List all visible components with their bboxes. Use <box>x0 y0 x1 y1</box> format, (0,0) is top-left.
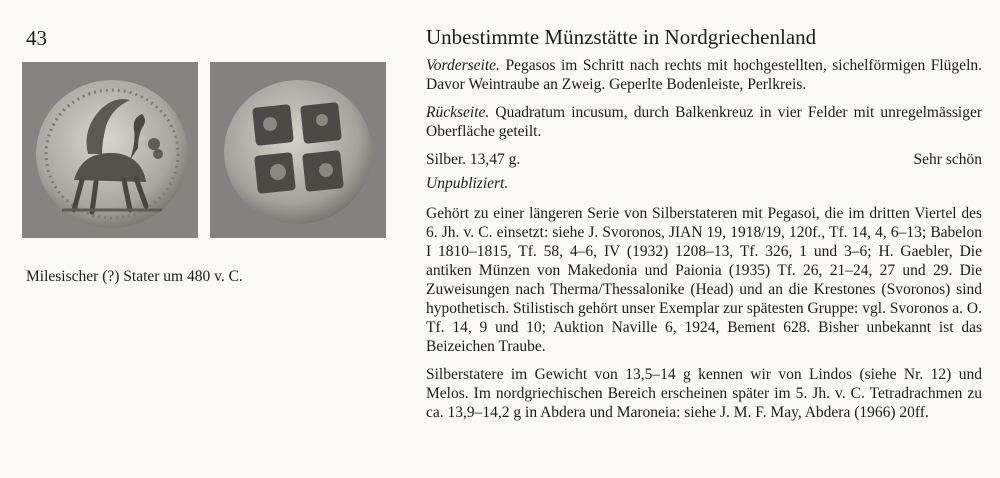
obverse-label: Vorderseite. <box>426 57 500 74</box>
commentary-paragraph-2: Silberstatere im Gewicht von 13,5–14 g kennen wir von Lindos (siehe Nr. 12) und Melos. Im nordgriechischen Bereich erscheinen später im 5. Jh. v. C. Tetradrachmen zu ca. 13,9–14,2 g in Abdera und Maroneia: siehe J. M. F. May, Abdera (1966) 20ff. <box>426 366 982 421</box>
obverse-text: Pegasos im Schritt nach rechts mit hochgestellten, sichelförmigen Flügeln. Davor Weintraube an Zweig. Geperlte Bodenleiste, Perlkreis. <box>426 57 982 93</box>
catalog-number: 43 <box>26 26 47 50</box>
obverse-description <box>426 56 982 94</box>
coin-caption: Milesischer (?) Stater um 480 v. C. <box>26 268 243 285</box>
publication-status: Unpubliziert. <box>426 175 509 192</box>
commentary-paragraph-1: Gehört zu einer längeren Serie von Silberstateren mit Pegasoi, die im dritten Viertel des 6. Jh. v. C. einsetzt: siehe J. Svoronos, JIAN 19, 1918/19, 120f., Tf. 14, 4, 6–13; Babelon I 1810–1815, Tf. 58, 4–6, IV (1932) 1208–13, Tf. 326, 1 und 3–6; H. Gaebler, Die antiken Münzen von Makedonia und Paionia (1935) Tf. 26, 21–24, 27 und 29. Die Zuweisungen nach Therma/Thessalonike (Head) und an die Krestones (Svoronos) sind hypothetisch. Stilistisch gehört unser Exemplar zur spätesten Gruppe: vgl. Svoronos a. O. Tf. 14, 9 und 10; Auktion Naville 6, 1924, Bement 628. Bisher unbekannt ist das Beizeichen Traube. <box>426 205 982 355</box>
reverse-label: Rückseite. <box>426 104 490 121</box>
metal-grade-row <box>426 150 982 169</box>
obverse-coin-photo <box>22 62 198 238</box>
entry-heading: Unbestimmte Münzstätte in Nordgriechenland <box>426 25 817 49</box>
reverse-text: Quadratum incusum, durch Balkenkreuz in vier Felder mit unregelmässiger Oberfläche geteilt. <box>426 104 982 140</box>
reverse-description <box>426 103 982 141</box>
entry-text-column <box>426 24 982 431</box>
grade: Sehr schön <box>913 151 982 168</box>
reverse-coin-photo <box>210 62 386 238</box>
metal-weight: Silber. 13,47 g. <box>426 151 521 168</box>
